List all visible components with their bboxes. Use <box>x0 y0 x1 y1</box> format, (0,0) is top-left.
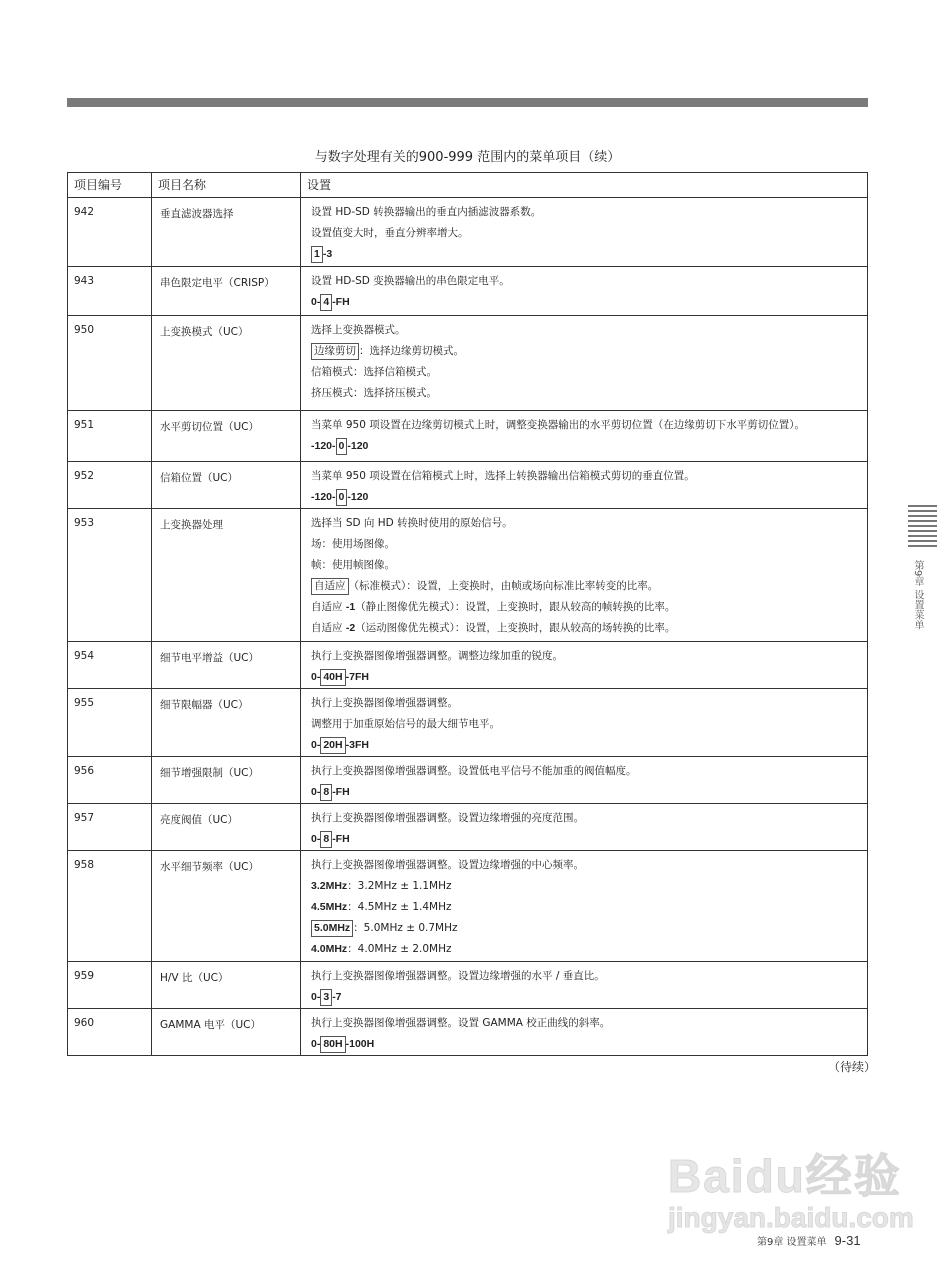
table-row <box>68 1009 868 1056</box>
header-settings: 设置 <box>301 173 868 198</box>
item-number: 943 <box>68 267 152 316</box>
table-row <box>68 757 868 804</box>
item-settings <box>301 851 868 962</box>
item-number: 954 <box>68 642 152 689</box>
settings-line <box>311 555 859 576</box>
menu-items-table <box>67 172 868 1056</box>
item-settings <box>301 411 868 462</box>
item-settings <box>301 962 868 1009</box>
settings-text: 执行上变换器图像增强器调整。设置边缘增强的中心频率。 <box>311 859 584 871</box>
item-name: 细节增强限制（UC） <box>152 757 301 804</box>
settings-text: -120- <box>311 491 336 503</box>
settings-text: 执行上变换器图像增强器调整。设置 GAMMA 校正曲线的斜率。 <box>311 1017 611 1029</box>
item-number: 951 <box>68 411 152 462</box>
settings-text: 执行上变换器图像增强器调整。设置低电平信号不能加重的阀值幅度。 <box>311 765 637 777</box>
settings-text: -2 <box>345 622 356 634</box>
settings-text: 执行上变换器图像增强器调整。 <box>311 697 458 709</box>
settings-text: 0- <box>311 991 321 1003</box>
settings-line <box>311 362 859 383</box>
header-item-number: 项目编号 <box>68 173 152 198</box>
settings-line <box>311 487 859 508</box>
table-row <box>68 804 868 851</box>
default-value-box: 0 <box>336 438 348 455</box>
settings-text: 执行上变换器图像增强器调整。设置边缘增强的亮度范围。 <box>311 812 584 824</box>
settings-line <box>311 1034 859 1055</box>
item-settings <box>301 267 868 316</box>
settings-line <box>311 618 859 639</box>
settings-line <box>311 341 859 362</box>
settings-line <box>311 829 859 850</box>
settings-text: -120 <box>347 440 369 452</box>
default-value-box: 80H <box>320 1036 345 1053</box>
baidu-watermark: Baidu经验 jingyan.baidu.com <box>668 1150 914 1233</box>
header-item-name: 项目名称 <box>152 173 301 198</box>
item-number: 953 <box>68 509 152 642</box>
settings-line <box>311 415 859 436</box>
default-value-box: 40H <box>320 669 345 686</box>
settings-text: 选择当 SD 向 HD 转换时使用的原始信号。 <box>311 517 513 529</box>
settings-text: 0- <box>311 833 321 845</box>
settings-line <box>311 1013 859 1034</box>
settings-line <box>311 466 859 487</box>
item-name: H/V 比（UC） <box>152 962 301 1009</box>
settings-line <box>311 202 859 223</box>
table-row <box>68 198 868 267</box>
settings-text: ：4.5MHz ± 1.4MHz <box>347 901 452 913</box>
table-row <box>68 962 868 1009</box>
item-settings <box>301 316 868 411</box>
settings-text: 0- <box>311 786 321 798</box>
settings-text: 0- <box>311 296 321 308</box>
continued-note: （待续） <box>828 1060 877 1074</box>
settings-text: 帧：使用帧图像。 <box>311 559 395 571</box>
settings-text: -7 <box>332 991 342 1003</box>
chapter-tab-lines <box>908 505 937 550</box>
settings-text: -FH <box>332 833 350 845</box>
settings-line <box>311 808 859 829</box>
table-row <box>68 851 868 962</box>
default-value-box: 8 <box>320 831 332 848</box>
settings-text: -100H <box>345 1038 375 1050</box>
settings-line <box>311 714 859 735</box>
default-value-box: 1 <box>311 246 323 263</box>
settings-line <box>311 987 859 1008</box>
table-row <box>68 267 868 316</box>
table-row <box>68 411 868 462</box>
item-number: 958 <box>68 851 152 962</box>
settings-line <box>311 646 859 667</box>
footer-chapter: 第9章 设置菜单 <box>757 1237 827 1248</box>
settings-text: 4.0MHz <box>311 943 348 955</box>
settings-line <box>311 576 859 597</box>
settings-text: 0- <box>311 671 321 683</box>
table-title: 与数字处理有关的900-999 范围内的菜单项目（续） <box>314 150 621 165</box>
item-number: 956 <box>68 757 152 804</box>
default-value-box: 3 <box>320 989 332 1006</box>
item-name: GAMMA 电平（UC） <box>152 1009 301 1056</box>
settings-text: ：5.0MHz ± 0.7MHz <box>353 922 458 934</box>
chapter-side-tab: 第9章 设置菜单 <box>912 560 923 630</box>
item-number: 960 <box>68 1009 152 1056</box>
item-name: 上变换器处理 <box>152 509 301 642</box>
settings-line <box>311 855 859 876</box>
settings-line <box>311 244 859 265</box>
table-row <box>68 689 868 757</box>
settings-line <box>311 271 859 292</box>
settings-line <box>311 782 859 803</box>
settings-line <box>311 918 859 939</box>
settings-text: -120- <box>311 440 336 452</box>
settings-line <box>311 897 859 918</box>
settings-line <box>311 876 859 897</box>
default-value-box: 20H <box>320 737 345 754</box>
default-value-box: 5.0MHz <box>311 920 353 937</box>
settings-text: 0- <box>311 1038 321 1050</box>
page-footer <box>757 1233 861 1248</box>
settings-text: -120 <box>347 491 369 503</box>
settings-text: 当菜单 950 项设置在信箱模式上时，选择上转换器输出信箱模式剪切的垂直位置。 <box>311 470 695 482</box>
item-settings <box>301 804 868 851</box>
default-value-box: 自适应 <box>311 578 349 595</box>
item-settings <box>301 509 868 642</box>
settings-text: 调整用于加重原始信号的最大细节电平。 <box>311 718 500 730</box>
settings-line <box>311 383 859 404</box>
table-row <box>68 642 868 689</box>
settings-text: ：3.2MHz ± 1.1MHz <box>347 880 452 892</box>
settings-text: -1 <box>345 601 356 613</box>
item-name: 亮度阀值（UC） <box>152 804 301 851</box>
settings-line <box>311 320 859 341</box>
settings-text: 执行上变换器图像增强器调整。调整边缘加重的锐度。 <box>311 650 563 662</box>
settings-line <box>311 597 859 618</box>
settings-line <box>311 966 859 987</box>
settings-line <box>311 436 859 457</box>
item-settings <box>301 462 868 509</box>
table-row <box>68 462 868 509</box>
settings-line <box>311 693 859 714</box>
settings-text: -7FH <box>345 671 369 683</box>
settings-text: -FH <box>332 296 350 308</box>
settings-text: 自适应 <box>311 601 346 613</box>
settings-line <box>311 761 859 782</box>
item-name: 垂直滤波器选择 <box>152 198 301 267</box>
item-name: 细节限幅器（UC） <box>152 689 301 757</box>
item-settings <box>301 689 868 757</box>
settings-text: ：4.0MHz ± 2.0MHz <box>347 943 452 955</box>
settings-line <box>311 667 859 688</box>
settings-text: 设置值变大时，垂直分辨率增大。 <box>311 227 469 239</box>
item-name: 水平剪切位置（UC） <box>152 411 301 462</box>
settings-text: 信箱模式：选择信箱模式。 <box>311 366 437 378</box>
settings-text: （运动图像优先模式）：设置，上变换时，跟从较高的场转换的比率。 <box>355 622 676 634</box>
settings-line <box>311 534 859 555</box>
settings-line <box>311 735 859 756</box>
settings-text: 场：使用场图像。 <box>311 538 395 550</box>
page-number: 9-31 <box>834 1233 861 1248</box>
item-number: 957 <box>68 804 152 851</box>
item-number: 950 <box>68 316 152 411</box>
settings-line <box>311 292 859 313</box>
settings-text: ：选择边缘剪切模式。 <box>359 345 464 357</box>
settings-text: 执行上变换器图像增强器调整。设置边缘增强的水平 / 垂直比。 <box>311 970 605 982</box>
settings-line <box>311 939 859 960</box>
item-settings <box>301 1009 868 1056</box>
item-name: 上变换模式（UC） <box>152 316 301 411</box>
settings-text: 当菜单 950 项设置在边缘剪切模式上时，调整变换器输出的水平剪切位置（在边缘剪切下水平剪切位置）。 <box>311 419 805 431</box>
item-number: 942 <box>68 198 152 267</box>
item-name: 串色限定电平（CRISP） <box>152 267 301 316</box>
table-row <box>68 509 868 642</box>
settings-text: -3 <box>322 248 333 260</box>
settings-line <box>311 223 859 244</box>
header-rule <box>67 98 868 107</box>
item-settings <box>301 198 868 267</box>
table-header-row <box>68 173 868 198</box>
settings-text: -FH <box>332 786 350 798</box>
settings-text: 0- <box>311 739 321 751</box>
default-value-box: 8 <box>320 784 332 801</box>
item-number: 959 <box>68 962 152 1009</box>
settings-text: 4.5MHz <box>311 901 348 913</box>
item-name: 细节电平增益（UC） <box>152 642 301 689</box>
settings-text: 自适应 <box>311 622 346 634</box>
default-value-box: 0 <box>336 489 348 506</box>
default-value-box: 边缘剪切 <box>311 343 359 360</box>
item-settings <box>301 642 868 689</box>
settings-text: 3.2MHz <box>311 880 348 892</box>
settings-text: 设置 HD-SD 变换器输出的串色限定电平。 <box>311 275 510 287</box>
settings-text: -3FH <box>345 739 369 751</box>
item-number: 955 <box>68 689 152 757</box>
settings-text: 挤压模式：选择挤压模式。 <box>311 387 437 399</box>
settings-text: 设置 HD-SD 转换器输出的垂直内插滤波器系数。 <box>311 206 542 218</box>
item-number: 952 <box>68 462 152 509</box>
settings-text: （标准模式）：设置，上变换时，由帧或场向标准比率转变的比率。 <box>348 580 659 592</box>
settings-text: （静止图像优先模式）：设置，上变换时，跟从较高的帧转换的比率。 <box>355 601 676 613</box>
table-row <box>68 316 868 411</box>
item-settings <box>301 757 868 804</box>
item-name: 信箱位置（UC） <box>152 462 301 509</box>
item-name: 水平细节频率（UC） <box>152 851 301 962</box>
default-value-box: 4 <box>320 294 332 311</box>
settings-text: 选择上变换器模式。 <box>311 324 406 336</box>
settings-line <box>311 513 859 534</box>
